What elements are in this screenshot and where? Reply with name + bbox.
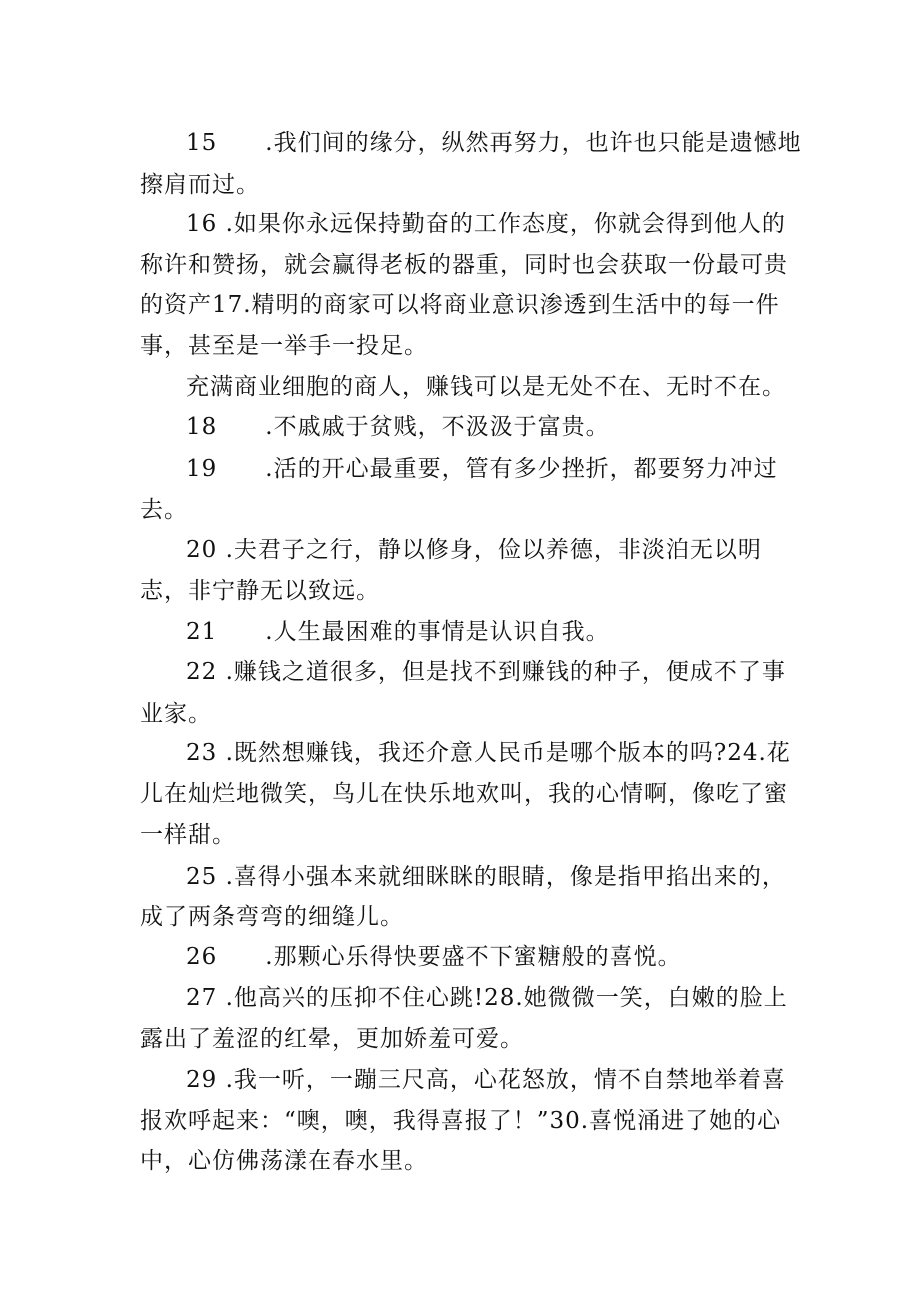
text-line: 充满商业细胞的商人，赚钱可以是无处不在、无时不在。 [186,374,786,400]
text-line: 19 .活的开心最重要，管有多少挫折，都要努力冲过 [186,456,778,482]
text-line: 去。 [140,497,188,523]
text-line: 儿在灿烂地微笑，鸟儿在快乐地欢叫，我的心情啊，像吃了蜜 [140,781,788,807]
text-line: 16 .如果你永远保持勤奋的工作态度，你就会得到他人的 [186,211,786,237]
text-line: 擦肩而过。 [140,172,260,198]
text-line: 业家。 [140,701,212,727]
text-line: 18 .不戚戚于贫贱，不汲汲于富贵。 [186,414,610,440]
text-line: 15 .我们间的缘分，纵然再努力，也许也只能是遗憾地 [186,130,802,156]
text-line: 报欢呼起来：“噢，噢，我得喜报了！”30.喜悦涌进了她的心 [140,1108,782,1134]
text-line: 志，非宁静无以致远。 [140,578,380,604]
text-line: 称许和赞扬，就会赢得老板的器重，同时也会获取一份最可贵 [140,252,788,278]
text-line: 一样甜。 [140,822,236,848]
text-line: 成了两条弯弯的细缝儿。 [140,904,404,930]
text-line: 22 .赚钱之道很多，但是找不到赚钱的种子，便成不了事 [186,659,786,685]
text-line: 21 .人生最困难的事情是认识自我。 [186,619,610,645]
text-line: 20 .夫君子之行，静以修身，俭以养德，非淡泊无以明 [186,537,762,563]
text-line: 29 .我一听，一蹦三尺高，心花怒放，情不自禁地举着喜 [186,1067,786,1093]
text-line: 27 .他高兴的压抑不住心跳!28.她微微一笑，白嫩的脸上 [186,985,788,1011]
text-line: 23 .既然想赚钱，我还介意人民币是哪个版本的吗?24.花 [186,740,791,766]
text-line: 露出了羞涩的红晕，更加娇羞可爱。 [140,1026,524,1052]
text-line: 事，甚至是一举手一投足。 [140,333,428,359]
text-line: 26 .那颗心乐得快要盛不下蜜糖般的喜悦。 [186,944,682,970]
text-line: 25 .喜得小强本来就细眯眯的眼睛，像是指甲掐出来的， [186,864,786,890]
text-line: 中，心仿佛荡漾在春水里。 [140,1148,428,1174]
text-line: 的资产17.精明的商家可以将商业意识渗透到生活中的每一件 [140,292,780,318]
